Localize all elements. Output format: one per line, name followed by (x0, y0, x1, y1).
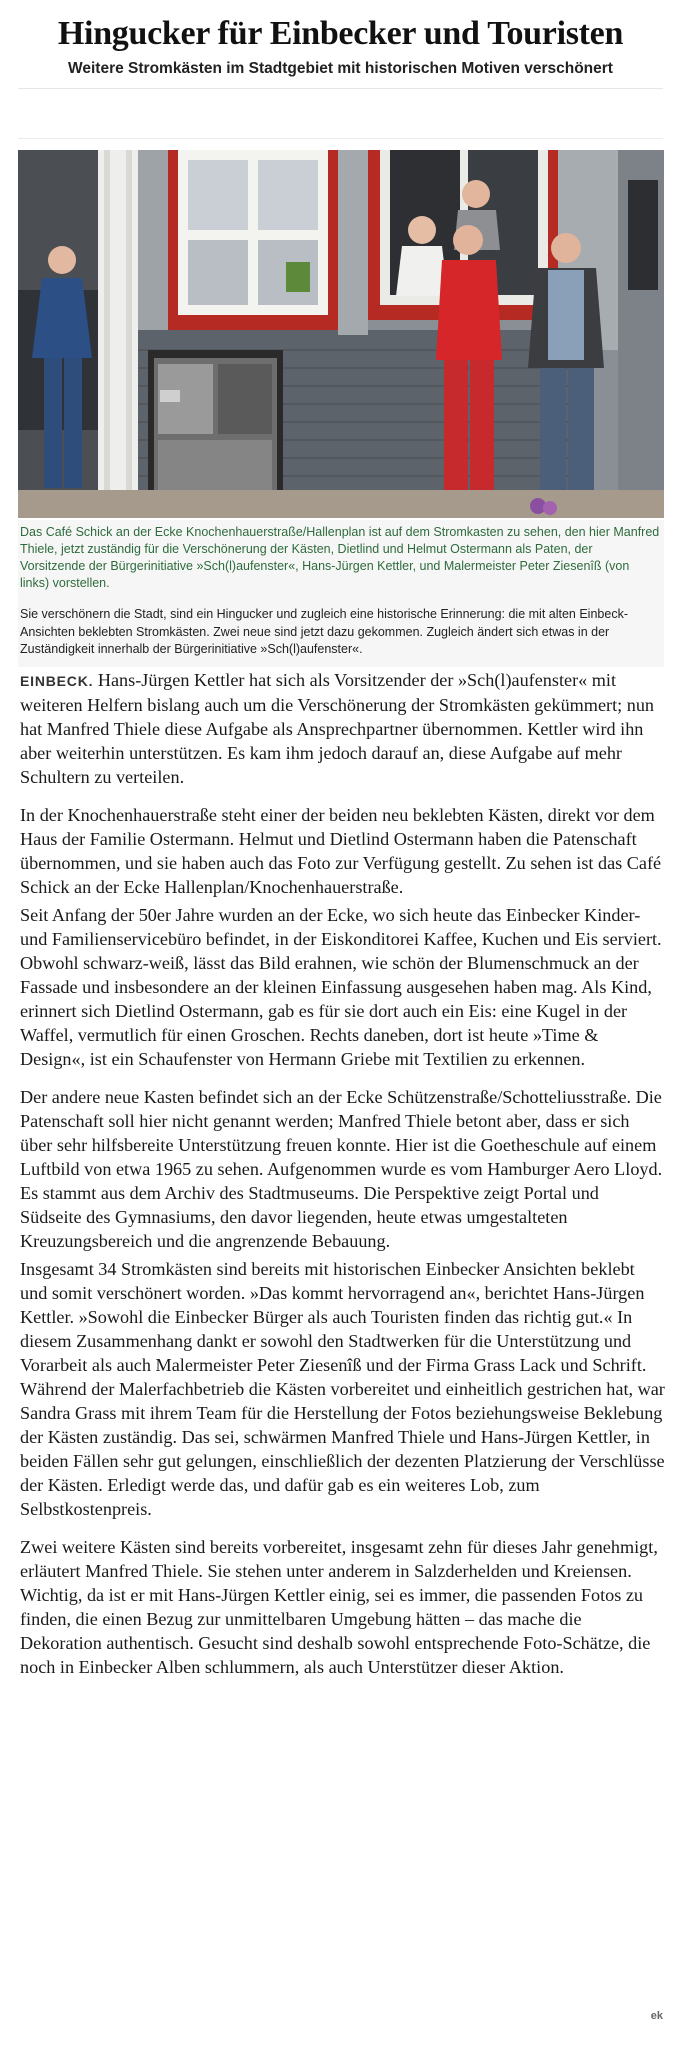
paragraph: Insgesamt 34 Stromkästen sind bereits mit historischen Einbecker Ansichten beklebt und somit verschönert worden. »Das kommt hervorragend an«, berichtet Hans-Jürgen Kettler. »Sowohl die Einbecker Bürger als auch Touristen finden das richtig gut.« In diesem Zusammenhang dankt er sowohl den Stadtwerken für die Unterstützung und Vorarbeit als auch Malermeister Peter Ziesenîß und der Firma Grass Lack und Schrift. Während der Malerfachbetrieb die Kästen vorbereitet und einheitlich gestrichen hat, war Sandra Grass mit ihrem Team für die Herstellung der Fotos beziehungsweise Beklebung der Kästen zuständig. Das sei, schwärmen Manfred Thiele und Hans-Jürgen Kettler, in beiden Fällen sehr gut gelungen, einschließlich der dezenten Platzierung der Verschlüsse der Kästen. Erledigt werde das, und dafür gab es ein weiteres Lob, zum Selbstkostenpreis. (20, 1259, 665, 1519)
author-initials: ek (650, 2010, 663, 2022)
paragraph (20, 668, 665, 789)
caption-box (18, 520, 664, 667)
article-photo (18, 150, 664, 518)
divider (18, 88, 663, 89)
divider (18, 138, 663, 139)
dateline: EINBECK. (20, 673, 94, 689)
group-photo-icon (18, 150, 664, 518)
headline: Hingucker für Einbecker und Touristen (57, 15, 624, 52)
paragraph: In der Knochenhauerstraße steht einer der beiden neu beklebten Kästen, direkt vor dem Haus der Familie Ostermann. Helmut und Dietlind Ostermann haben die Patenschaft übernommen, und sie haben auch das Foto zur Verfügung gestellt. Zu sehen ist das Café Schick an der Ecke Hallenplan/Knochenhauerstraße. (20, 805, 662, 897)
intro-text: Sie verschönern die Stadt, sind ein Hingucker und zugleich eine historische Erinnerung: die mit alten Einbeck-Ansichten beklebten Stromkästen. Zwei neue sind jetzt dazu gekommen. Zugleich ändert sich etwas in der Zuständigkeit innerhalb der Bürgerinitiative »Sch(l)aufenster«. (20, 607, 628, 656)
paragraph: Der andere neue Kasten befindet sich an der Ecke Schützenstraße/Schotteliusstraße. Die Patenschaft soll hier nicht genannt werden; Manfred Thiele betont aber, dass er sich über sehr hilfsbereite Unterstützung freuen konnte. Hier ist die Goetheschule auf einem Luftbild von etwa 1965 zu sehen. Aufgenommen wurde es vom Hamburger Aero Lloyd. Es stammt aus dem Archiv des Stadtmuseums. Die Perspektive zeigt Portal und Südseite des Gymnasiums, den davor liegenden, heute etwas umgestalteten Kreuzungsbereich und die angrenzende Bebauung. (20, 1087, 663, 1251)
subheadline: Weitere Stromkästen im Stadtgebiet mit historischen Motiven verschönert (68, 60, 613, 77)
paragraph: Zwei weitere Kästen sind bereits vorbereitet, insgesamt zehn für dieses Jahr genehmigt, erläutert Manfred Thiele. Sie stehen unter anderem in Salzderhelden und Kreiensen. Wichtig, da ist er mit Hans-Jürgen Kettler einig, sei es immer, die passenden Fotos zu finden, die einen Bezug zur unmittelbaren Umgebung hätten – das mache die Dekoration authentisch. Gesucht sind deshalb sowohl entsprechende Foto-Schätze, die noch in Einbecker Alben schlummern, als auch Unterstützer dieser Aktion. (20, 1537, 658, 1677)
paragraph-text: Hans-Jürgen Kettler hat sich als Vorsitzender der »Sch(l)aufenster« mit weiteren Helfern bislang auch um die Verschönerung der Stromkästen gekümmert; nun hat Manfred Thiele diese Aufgabe als Ansprechpartner übernommen. Kettler wird ihn aber weiterhin unterstützen. Es kam ihm jedoch darauf an, diese Aufgabe auf mehr Schultern zu verteilen. (20, 670, 655, 787)
photo-caption: Das Café Schick an der Ecke Knochenhauerstraße/Hallenplan ist auf dem Stromkasten zu sehen, den hier Manfred Thiele, jetzt zuständig für die Verschönerung der Kästen, Dietlind und Helmut Ostermann als Paten, der Vorsitzende der Bürgerinitiative »Sch(l)aufenster«, Hans-Jürgen Kettler, und Malermeister Peter Ziesenîß (von links) vorstellen. (20, 525, 660, 590)
paragraph: Seit Anfang der 50er Jahre wurden an der Ecke, wo sich heute das Einbecker Kinder- und Familienservicebüro befindet, in der Eiskonditorei Kaffee, Kuchen und Eis serviert. Obwohl schwarz-weiß, lässt das Bild erahnen, wie schön der Blumenschmuck an der Fassade und insbesondere an der kleinen Einfassung ausgesehen haben mag. Als Kind, erinnert sich Dietlind Ostermann, gab es für sie dort auch ein Eis: eine Kugel in der Waffel, vermutlich für einen Groschen. Rechts daneben, dort ist heute »Time & Design«, ist ein Schaufenster von Hermann Griebe mit Textilien zu erkennen. (20, 905, 662, 1069)
article-body (20, 668, 665, 1679)
headline-block (18, 14, 663, 80)
